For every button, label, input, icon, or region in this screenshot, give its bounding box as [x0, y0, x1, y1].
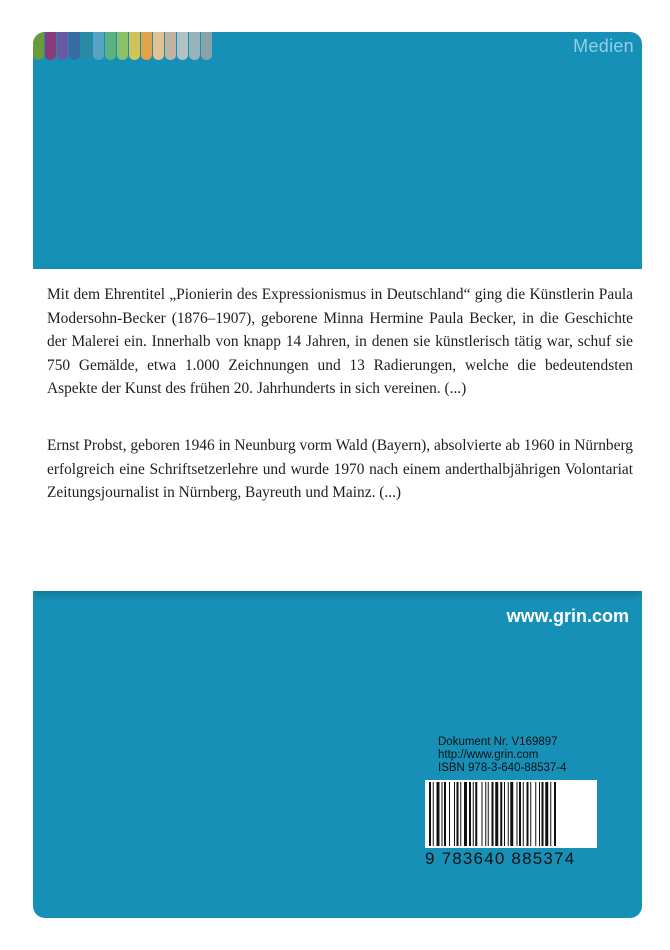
barcode-bar	[492, 782, 494, 846]
barcode-bar	[545, 782, 548, 846]
barcode-bar	[519, 782, 521, 846]
blurb-paragraph-author: Ernst Probst, geboren 1946 in Neunburg vorm Wald (Bayern), absolvierte ab 1960 in Nürnberg erfolgreich eine Schriftsetzerlehre und wurde 1970 nach einem anderthalbjährigen Volontariat Zeitungsjournalist in Nürnberg, Bayreuth und Mainz. (...)	[47, 437, 633, 502]
barcode-bar	[457, 782, 459, 846]
blurb-panel	[33, 269, 642, 591]
color-tab	[45, 32, 56, 60]
color-tab	[69, 32, 80, 60]
barcode-bar	[469, 782, 471, 846]
barcode-bar	[449, 782, 450, 846]
barcode-digits: 9 783640 885374	[425, 849, 576, 868]
document-url: http://www.grin.com	[438, 749, 539, 761]
document-info	[438, 736, 598, 775]
color-tab	[165, 32, 176, 60]
color-tab	[141, 32, 152, 60]
color-tab	[201, 32, 212, 60]
barcode-bar	[523, 782, 524, 846]
barcode-bar	[473, 782, 474, 846]
isbn-barcode	[425, 780, 597, 848]
barcode-bar	[535, 782, 536, 846]
color-tab	[57, 32, 68, 60]
barcode-bar	[550, 782, 551, 846]
publisher-website: www.grin.com	[506, 606, 629, 626]
barcode-bar	[539, 782, 540, 846]
barcode-bar	[530, 782, 531, 846]
barcode-bar	[429, 782, 431, 846]
barcode-bar	[508, 782, 509, 846]
barcode-bar	[485, 782, 486, 846]
barcode-bar	[554, 782, 556, 846]
color-tab	[189, 32, 200, 60]
isbn: ISBN 978-3-640-88537-4	[438, 762, 567, 774]
barcode-bar	[500, 782, 502, 846]
barcode-bar	[482, 782, 483, 846]
barcode-bar	[460, 782, 461, 846]
color-tab	[105, 32, 116, 60]
color-tab	[117, 32, 128, 60]
barcode-bar	[442, 782, 443, 846]
barcode-bar	[437, 782, 440, 846]
barcode-bar	[475, 782, 477, 846]
barcode-bar	[488, 782, 489, 846]
barcode-bar	[527, 782, 529, 846]
color-tab	[93, 32, 104, 60]
blurb-paragraph-book: Mit dem Ehrentitel „Pionierin des Expressionismus in Deutschland“ ging die Künstlerin Paula Modersohn-Becker (1876–1907), geborene Minna Hermine Paula Becker, in die Geschichte der Malerei ein. Innerhalb von knapp 14 Jahren, in denen sie künstlerisch tätig war, schuf sie 750 Gemälde, etwa 1.000 Zeichnungen und 13 Radierungen, welche die bedeutendsten Aspekte der Kunst des frühen 20. Jahrhunderts in sich vereinen. (...)	[47, 286, 633, 398]
barcode-bar	[433, 782, 434, 846]
barcode-bar	[510, 782, 513, 846]
barcode-bar	[444, 782, 446, 846]
barcode-bar	[454, 782, 455, 846]
color-tab	[81, 32, 92, 60]
series-label: Medien	[573, 36, 634, 56]
barcode-bar	[517, 782, 518, 846]
document-number: Dokument Nr. V169897	[438, 736, 558, 748]
color-tab	[33, 32, 44, 60]
barcode-bar	[495, 782, 498, 846]
color-tab	[129, 32, 140, 60]
color-tab	[153, 32, 164, 60]
color-tab-strip	[33, 32, 213, 60]
color-tab	[177, 32, 188, 60]
barcode-bar	[504, 782, 505, 846]
barcode-bar	[542, 782, 544, 846]
barcode-bar	[464, 782, 467, 846]
